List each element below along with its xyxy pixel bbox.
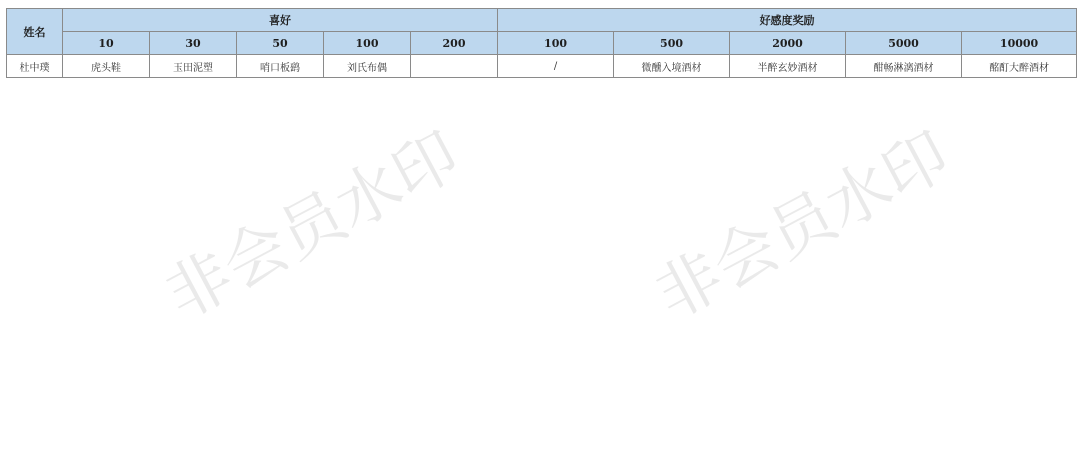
likes-group-header: 喜好: [63, 9, 498, 32]
like-cell: [411, 55, 498, 78]
table-body: [7, 55, 1077, 78]
reward-tier-header: 2000: [730, 32, 846, 55]
table-row: [7, 55, 1077, 78]
reward-group-header: 好感度奖励: [498, 9, 1077, 32]
like-tier-header: 100: [324, 32, 411, 55]
like-tier-header: 200: [411, 32, 498, 55]
like-cell: 虎头鞋: [63, 55, 150, 78]
like-cell: 玉田泥塑: [150, 55, 237, 78]
watermark: 非会员水印: [644, 118, 962, 335]
like-tier-header: 30: [150, 32, 237, 55]
reward-tier-header: 500: [614, 32, 730, 55]
affinity-table: [6, 8, 1077, 78]
watermark: 非会员水印: [154, 118, 472, 335]
name-column-header: 姓名: [7, 9, 63, 55]
reward-tier-header: 100: [498, 32, 614, 55]
reward-cell: 微醺入境酒材: [614, 55, 730, 78]
like-tier-header: 50: [237, 32, 324, 55]
like-tier-header: 10: [63, 32, 150, 55]
reward-cell: 半醉玄妙酒材: [730, 55, 846, 78]
reward-cell: 酣畅淋漓酒材: [846, 55, 962, 78]
like-cell: 刘氏布偶: [324, 55, 411, 78]
reward-tier-header: 10000: [962, 32, 1077, 55]
reward-cell: /: [498, 55, 614, 78]
character-name: 杜中璞: [7, 55, 63, 78]
reward-tier-header: 5000: [846, 32, 962, 55]
reward-cell: 酩酊大醉酒材: [962, 55, 1077, 78]
like-cell: 哨口板鹞: [237, 55, 324, 78]
